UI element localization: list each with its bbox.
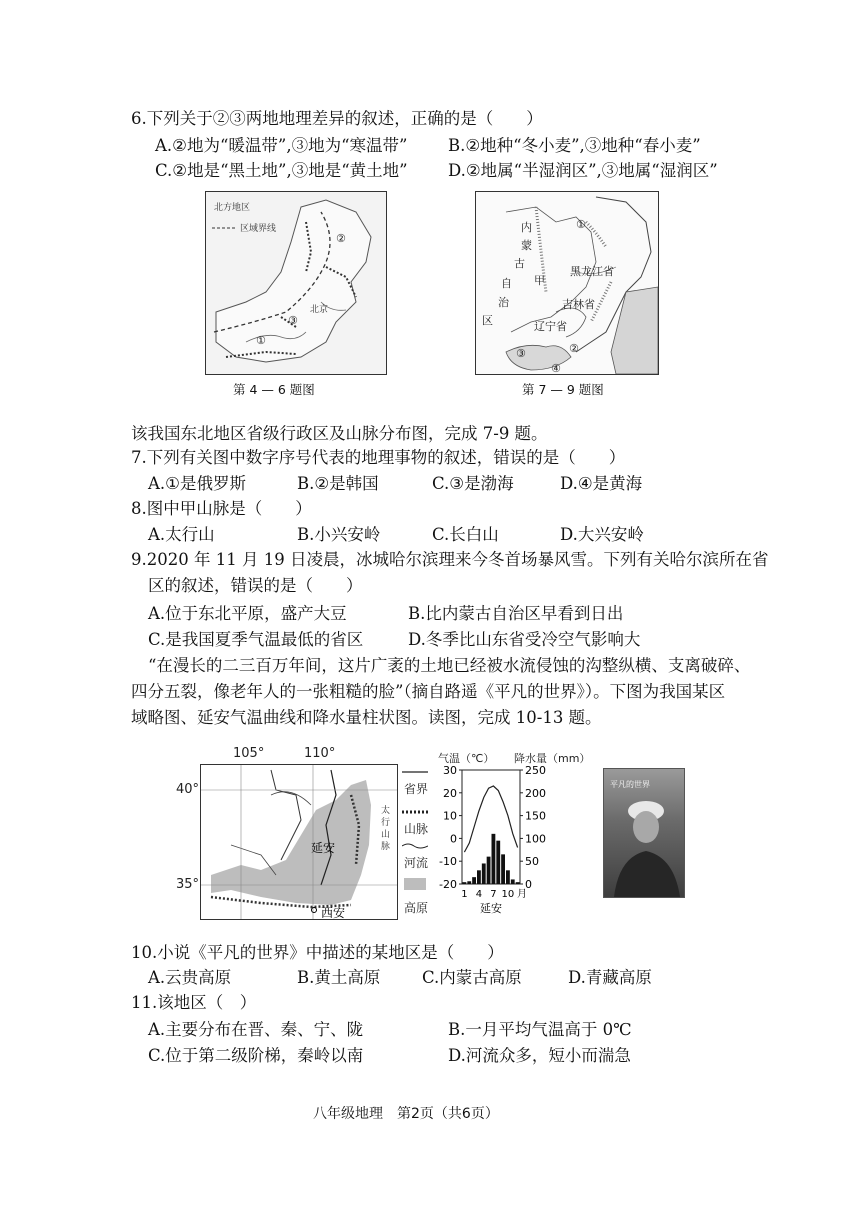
precipitation-tick-label: 0 <box>525 878 532 891</box>
loess-plateau-map <box>200 764 398 920</box>
month-tick-label: 月 <box>517 889 527 900</box>
boundary-legend-label: 区域界线 <box>240 224 277 234</box>
precipitation-tick-label: 150 <box>525 809 546 823</box>
q9-option-d: D.冬季比山东省受冷空气影响大 <box>408 630 641 649</box>
q11-option-a: A.主要分布在晋、秦、宁、陇 <box>148 1020 364 1039</box>
figure-caption-7-9: 第 7 — 9 题图 <box>522 382 604 397</box>
beijing-label: 北京 <box>310 305 329 315</box>
intro-10-13-line3: 域略图、延安气温曲线和降水量柱状图。读图，完成 10-13 题。 <box>131 708 602 727</box>
q10-option-c: C.内蒙古高原 <box>422 968 522 987</box>
temperature-tick-label: 20 <box>443 786 457 800</box>
q8-option-b: B.小兴安岭 <box>297 525 381 544</box>
precipitation-bar <box>482 863 486 884</box>
inner-mongolia-char-5: 自 <box>501 277 512 290</box>
temperature-tick-label: -10 <box>439 855 457 869</box>
legend-province: 省界 <box>404 782 429 796</box>
inner-mongolia-char-3: 古 <box>514 257 525 270</box>
month-tick-label: 4 <box>475 889 483 900</box>
figure-caption-4-6: 第 4 — 6 题图 <box>233 382 315 397</box>
north-region-map <box>205 191 387 375</box>
marker-1: ① <box>576 218 586 231</box>
q11-option-d: D.河流众多，短小而湍急 <box>448 1046 631 1065</box>
province-boundary-symbol <box>402 769 428 775</box>
q6-stem: 6.下列关于②③两地地理差异的叙述，正确的是（ ） <box>131 109 543 128</box>
yanan-label: 延安 <box>311 841 336 855</box>
marker-1: ① <box>256 334 266 347</box>
precipitation-bar <box>467 881 471 884</box>
inner-mongolia-char-2: 蒙 <box>521 239 532 252</box>
q7-option-d: D.④是黄海 <box>560 474 643 493</box>
precipitation-bar <box>496 841 500 884</box>
temperature-tick-label: 10 <box>443 809 457 823</box>
q11-stem: 11.该地区（ ） <box>131 993 257 1012</box>
precipitation-bar <box>487 857 491 884</box>
q6-option-d: D.②地属“半湿润区”,③地属“湿润区” <box>448 161 718 180</box>
precipitation-bar <box>477 870 481 884</box>
intro-10-13-line2: 四分五裂，像老年人的一张粗糙的脸”（摘自路遥《平凡的世界》）。下图为我国某区 <box>131 682 726 701</box>
precipitation-axis-label: 降水量（mm） <box>514 752 591 765</box>
q9-stem-line2: 区的叙述，错误的是（ ） <box>148 576 363 595</box>
q6-option-c: C.②地是“黑土地”,③地是“黄土地” <box>155 161 408 180</box>
q7-option-b: B.②是韩国 <box>297 474 379 493</box>
q10-option-b: B.黄土高原 <box>297 968 381 987</box>
marker-2: ② <box>569 342 579 355</box>
intro-10-13-line1: “在漫长的二三百万年间，这片广袤的土地已经被水流侵蚀的沟整纵横、支离破碎、 <box>148 656 751 675</box>
loess-plateau-map-drawing <box>201 765 397 919</box>
temperature-tick-label: 0 <box>450 832 457 846</box>
q9-option-b: B.比内蒙古自治区早看到日出 <box>408 604 624 623</box>
precipitation-bar <box>506 870 510 884</box>
marker-3: ③ <box>516 347 526 360</box>
precipitation-bar <box>511 879 515 884</box>
inner-mongolia-char-6: 治 <box>498 296 509 309</box>
q10-stem: 10.小说《平凡的世界》中描述的某地区是（ ） <box>131 943 504 962</box>
taihang-char-1: 太 <box>381 806 391 816</box>
legend-river: 河流 <box>404 856 429 870</box>
month-tick-label: 10 <box>501 889 515 900</box>
taihang-char-3: 山 <box>381 830 391 840</box>
inner-mongolia-char-1: 内 <box>521 221 532 234</box>
legend-mountain: 山脉 <box>404 822 429 836</box>
q7-option-a: A.①是俄罗斯 <box>148 474 246 493</box>
liaoning-label: 辽宁省 <box>534 320 567 333</box>
q10-option-a: A.云贵高原 <box>148 968 232 987</box>
q10-option-d: D.青藏高原 <box>568 968 652 987</box>
precipitation-bar <box>501 854 505 884</box>
q7-stem: 7.下列有关图中数字序号代表的地理事物的叙述，错误的是（ ） <box>131 448 626 467</box>
longitude-110: 110° <box>304 746 336 761</box>
precipitation-bar <box>492 834 496 884</box>
precipitation-tick-label: 200 <box>525 786 546 800</box>
chart-title: 延安 <box>480 902 502 915</box>
mountain-symbol <box>402 808 428 816</box>
precipitation-tick-label: 50 <box>525 855 539 869</box>
legend-plateau: 高原 <box>404 901 429 915</box>
portrait-drawing <box>604 769 684 897</box>
marker-2: ② <box>336 232 346 245</box>
q6-option-b: B.②地种“冬小麦”,③地种“春小麦” <box>448 136 701 155</box>
plateau-symbol <box>404 878 426 890</box>
book-cover-title: 平凡的世界 <box>610 780 650 789</box>
precipitation-bar <box>516 882 520 884</box>
book-cover-image <box>603 768 685 898</box>
mountain-jia-label: 甲 <box>534 274 545 287</box>
xian-label: 西安 <box>321 906 346 920</box>
q8-option-c: C.长白山 <box>432 525 499 544</box>
intro-7-9: 该我国东北地区省级行政区及山脉分布图，完成 7-9 题。 <box>131 424 548 443</box>
river-symbol <box>402 842 428 850</box>
q8-stem: 8.图中甲山脉是（ ） <box>131 499 312 518</box>
q9-stem-line1: 9.2020 年 11 月 19 日凌晨，冰城哈尔滨理来今冬首场暴风雪。下列有关哈尔滨所在省 <box>131 550 769 569</box>
q11-option-b: B.一月平均气温高于 0℃ <box>448 1020 632 1039</box>
boundary-legend-line <box>212 225 236 231</box>
north-region-map-drawing <box>206 192 386 374</box>
heilongjiang-label: 黑龙江省 <box>570 265 614 278</box>
taihang-char-4: 脉 <box>381 842 391 852</box>
month-tick-label: 1 <box>461 889 468 900</box>
q11-option-c: C.位于第二级阶梯，秦岭以南 <box>148 1046 364 1065</box>
climate-chart <box>432 762 582 922</box>
q9-option-c: C.是我国夏季气温最低的省区 <box>148 630 364 649</box>
q8-option-a: A.太行山 <box>148 525 215 544</box>
temperature-tick-label: 30 <box>443 764 457 777</box>
marker-3: ③ <box>288 314 298 327</box>
northeast-map <box>475 191 659 375</box>
marker-4: ④ <box>551 362 561 375</box>
precipitation-bar <box>472 877 476 884</box>
north-region-label: 北方地区 <box>214 203 251 213</box>
precipitation-bar <box>463 882 467 884</box>
jilin-label: 吉林省 <box>562 298 595 311</box>
q7-option-c: C.③是渤海 <box>432 474 514 493</box>
precipitation-tick-label: 100 <box>525 832 546 846</box>
latitude-40: 40° <box>176 782 200 797</box>
precipitation-tick-label: 250 <box>525 764 546 777</box>
page-footer: 八年级地理 第2页（共6页） <box>313 1106 499 1122</box>
q8-option-d: D.大兴安岭 <box>560 525 644 544</box>
latitude-35: 35° <box>176 877 200 892</box>
temperature-tick-label: -20 <box>439 878 457 891</box>
month-tick-label: 7 <box>490 889 497 900</box>
temperature-axis-label: 气温（℃） <box>438 752 495 765</box>
longitude-105: 105° <box>233 746 265 761</box>
taihang-char-2: 行 <box>381 818 391 828</box>
inner-mongolia-char-7: 区 <box>482 314 493 327</box>
q9-option-a: A.位于东北平原，盛产大豆 <box>148 604 347 623</box>
q6-option-a: A.②地为“暖温带”,③地为“寒温带” <box>155 136 408 155</box>
